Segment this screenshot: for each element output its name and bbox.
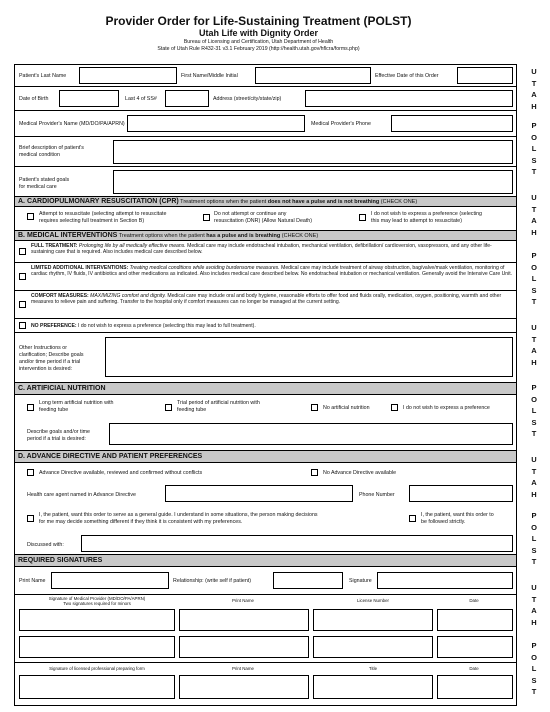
section-a-bold: does not have a pulse and is not breathing [267, 199, 380, 205]
agent-phone-label: Phone Number [359, 492, 395, 498]
section-d-header [15, 451, 516, 463]
comfort-label: COMFORT MEASURES: [31, 293, 89, 299]
limited-row [15, 263, 516, 291]
provider-print-name-field-2[interactable] [179, 636, 309, 658]
section-d-body [15, 463, 516, 555]
nutrition-goals-label-1: Describe goals and/or time [27, 429, 91, 435]
section-c-header [15, 383, 516, 395]
address-field[interactable] [305, 90, 513, 107]
goals-field[interactable] [113, 170, 513, 194]
section-a-desc: Treatment options when the patient [178, 199, 268, 205]
cpr-no-pref-label-2: this may lead to attempt to resuscitate) [371, 218, 462, 224]
section-a-options [15, 207, 516, 231]
strict-label-1: I, the patient, want this order to [421, 512, 494, 518]
section-b-header [15, 231, 516, 241]
side-polst-1: P O L S T [531, 121, 537, 176]
no-preference-row [15, 319, 516, 333]
licensed-signature-header: Signature of licensed professional preparing form [49, 666, 145, 671]
relationship-field[interactable] [273, 572, 343, 589]
other-label-4: intervention is desired: [19, 366, 72, 372]
licensed-date-field[interactable] [437, 675, 513, 699]
section-d-title: D. ADVANCE DIRECTIVE AND PATIENT PREFERENCES [18, 453, 203, 460]
full-treatment-row [15, 241, 516, 263]
licensed-print-name-field[interactable] [179, 675, 309, 699]
side-polst-3: P O L S T [531, 383, 537, 438]
first-name-field[interactable] [255, 67, 371, 84]
form-subtitle: Utah Life with Dignity Order [198, 28, 318, 38]
general-guide-label-1: I, the patient, want this order to serve as a general guide. I understand in some situations, the person making decisions [39, 512, 318, 518]
other-instructions-row [15, 333, 516, 383]
provider-signature-field-1[interactable] [19, 609, 175, 631]
licensed-professional-block [15, 663, 516, 705]
comfort-desc: Medical care may include oral and body hygiene, reasonable efforts to offer food and fluids orally, medication, oxygen, positioning, warmth and other measures to relieve pain and suffering. Transfer to the hospital only if comfort measures can no longer be managed at the current setting. [31, 293, 502, 306]
side-polst-4: P O L S T [531, 511, 537, 566]
provider-print-name-field-1[interactable] [179, 609, 309, 631]
effective-date-field[interactable] [457, 67, 513, 84]
condition-field[interactable] [113, 140, 513, 164]
other-instructions-field[interactable] [105, 337, 513, 377]
provider-phone-field[interactable] [391, 115, 513, 132]
rule-line: State of Utah Rule R432-31 v3.1 February 2019 (http://health.utah.gov/hflcra/forms.php) [157, 46, 360, 52]
cpr-no-preference-checkbox[interactable] [359, 214, 366, 221]
condition-label-1: Brief description of patient's [19, 145, 84, 151]
licensed-print-name-header: Print Name [232, 666, 254, 671]
side-label-column [518, 64, 550, 706]
strict-label-2: be followed strictly. [421, 519, 466, 525]
full-treatment-italic: Prolonging life by all medically effective means. [77, 243, 186, 249]
section-c-body [15, 395, 516, 451]
followed-strictly-checkbox[interactable] [409, 515, 416, 522]
comfort-row [15, 291, 516, 319]
no-preference-checkbox[interactable] [19, 322, 26, 329]
provider-license-header: License Number [357, 598, 389, 603]
side-utah-5: U T A H [531, 583, 537, 627]
general-guide-label-2: for me may decide something different if they think it is consistent with my preferences. [39, 519, 243, 525]
cpr-attempt-checkbox[interactable] [27, 213, 34, 220]
provider-print-name-header: Print Name [232, 598, 254, 603]
no-nutrition-checkbox[interactable] [311, 404, 318, 411]
agent-phone-field[interactable] [409, 485, 513, 502]
provider-signature-block [15, 595, 516, 663]
bureau-line: Bureau of Licensing and Certification, Utah Department of Health [183, 39, 334, 45]
provider-signature-field-2[interactable] [19, 636, 175, 658]
provider-date-field-1[interactable] [437, 609, 513, 631]
patient-row-1 [15, 65, 516, 87]
last-name-field[interactable] [79, 67, 177, 84]
condition-row [15, 137, 516, 167]
cpr-dnr-label-1: Do not attempt or continue any [214, 211, 287, 217]
provider-license-field-1[interactable] [313, 609, 433, 631]
ssn-field[interactable] [165, 90, 209, 107]
provider-row [15, 111, 516, 137]
limited-desc: Medical care may include treatment of airway obstruction, bag/valve/mask ventilation, monitoring of cardiac rhythm, IV fluids, IV antibiotics and other medications as indicated. Also includes medical care described below. No endotracheal intubation or mechanical ventilation. Generally avoid the Intensive Care Unit. [31, 265, 513, 278]
relationship-label: Relationship: (write self if patient) [173, 578, 252, 584]
last-name-label: Patient's Last Name [19, 73, 67, 79]
agent-label: Health care agent named in Advance Directive [27, 492, 136, 498]
full-treatment-desc: Medical care may include endotracheal intubation, mechanical ventilation, defibrillation/ cardioversion, vasopressors, and any other life-sustaining care that is required. Also includes medical care described below. [31, 243, 492, 256]
long-term-label-2: feeding tube [39, 407, 69, 413]
provider-date-field-2[interactable] [437, 636, 513, 658]
other-label-1: Other Instructions or [19, 345, 67, 351]
form-header [0, 14, 517, 53]
side-polst-2: P O L S T [531, 251, 537, 306]
section-b-bold: has a pulse and is breathing [206, 233, 281, 239]
section-b-title: B. MEDICAL INTERVENTIONS [18, 232, 118, 239]
no-nutrition-label: No artificial nutrition [323, 405, 370, 411]
print-name-field[interactable] [51, 572, 169, 589]
provider-name-label: Medical Provider's Name (MD/DO/PA/APRN) [19, 121, 125, 127]
patient-row-2 [15, 87, 516, 111]
patient-signature-row [15, 567, 516, 595]
nutrition-no-preference-checkbox[interactable] [391, 404, 398, 411]
effective-date-label: Effective Date of this Order [375, 73, 439, 79]
section-b-desc: Treatment options when the patient [117, 233, 207, 239]
address-label: Address (street/city/state/zip) [213, 96, 282, 102]
trial-label-1: Trial period of artificial nutrition with [177, 400, 260, 406]
full-treatment-label: FULL TREATMENT: [31, 243, 78, 249]
comfort-measures-checkbox[interactable] [19, 301, 26, 308]
trial-nutrition-checkbox[interactable] [165, 404, 172, 411]
no-preference-desc: I do not wish to express a preference (selecting this may lead to full treatment). [76, 323, 256, 329]
comfort-italic: MAXIMIZING comfort and dignity. [88, 293, 166, 299]
side-polst-5: P O L S T [531, 641, 537, 696]
section-a-header [15, 197, 516, 207]
advance-directive-checkbox[interactable] [27, 469, 34, 476]
form-body [14, 64, 517, 706]
licensed-date-header: Date [469, 666, 479, 671]
dob-field[interactable] [59, 90, 119, 107]
limited-interventions-checkbox[interactable] [19, 273, 26, 280]
side-utah-4: U T A H [531, 455, 537, 499]
limited-italic: Treating medical conditions while avoiding burdensome measures. [128, 265, 280, 271]
provider-signature-label-1: Signature of Medical Provider (MD/DO/PA/APRN) [48, 596, 146, 601]
discussed-with-label: Discussed with: [27, 542, 64, 548]
nutrition-goals-field[interactable] [109, 423, 513, 445]
long-term-nutrition-checkbox[interactable] [27, 404, 34, 411]
section-b-tail: (CHECK ONE) [280, 233, 319, 239]
condition-label-2: medical condition [19, 152, 60, 158]
limited-text [31, 265, 513, 277]
no-preference-label: NO PREFERENCE: [31, 323, 77, 329]
cpr-attempt-label-1: Attempt to resuscitate (selecting attempt to resuscitate [39, 211, 167, 217]
trial-label-2: feeding tube [177, 407, 207, 413]
signatures-header [15, 555, 516, 567]
long-term-label-1: Long term artificial nutrition with [39, 400, 114, 406]
side-utah-2: U T A H [531, 193, 537, 237]
first-name-label: First Name/Middle Initial [181, 73, 238, 79]
goals-label-1: Patient's stated goals [19, 177, 70, 183]
comfort-text [31, 293, 513, 305]
cpr-no-pref-label-1: I do not wish to express a preference (selecting [371, 211, 482, 217]
full-treatment-checkbox[interactable] [19, 248, 26, 255]
goals-row [15, 167, 516, 197]
signature-label: Signature [349, 578, 372, 584]
full-treatment-text [31, 243, 513, 255]
provider-name-field[interactable] [127, 115, 305, 132]
provider-license-field-2[interactable] [313, 636, 433, 658]
cpr-dnr-checkbox[interactable] [203, 214, 210, 221]
section-c-title: C. ARTIFICIAL NUTRITION [18, 385, 106, 392]
dob-label: Date of Birth [19, 96, 49, 102]
side-utah-3: U T A H [531, 323, 537, 367]
section-a-title: A. CARDIOPULMONARY RESUSCITATION (CPR) [18, 198, 179, 205]
nutrition-goals-label-2: period if a trial is desired: [27, 436, 86, 442]
provider-signature-label-2: Two signatures required for minors [63, 601, 131, 606]
section-a-tail: (CHECK ONE) [379, 199, 418, 205]
licensed-title-header: Title [368, 666, 378, 671]
no-advance-directive-checkbox[interactable] [311, 469, 318, 476]
provider-date-header: Date [469, 598, 479, 603]
print-name-label: Print Name [19, 578, 46, 584]
other-label-3: and/or time period if a trial [19, 359, 81, 365]
agent-field[interactable] [165, 485, 353, 502]
no-preference-text [31, 323, 513, 329]
general-guide-checkbox[interactable] [27, 515, 34, 522]
limited-label: LIMITED ADDITIONAL INTERVENTIONS: [31, 265, 129, 271]
signature-field[interactable] [377, 572, 513, 589]
licensed-title-field[interactable] [313, 675, 433, 699]
advance-directive-label: Advance Directive available, reviewed and confirmed without conflicts [39, 470, 203, 476]
goals-label-2: for medical care [19, 184, 57, 190]
no-advance-directive-label: No Advance Directive available [323, 470, 397, 476]
form-title: Provider Order for Life-Sustaining Treatment (POLST) [105, 14, 412, 28]
signatures-title: REQUIRED SIGNATURES [18, 557, 103, 564]
provider-phone-label: Medical Provider's Phone [311, 121, 371, 127]
licensed-signature-field[interactable] [19, 675, 175, 699]
cpr-dnr-label-2: resuscitation (DNR) (Allow Natural Death) [214, 218, 313, 224]
other-label-2: clarification; Describe goals [19, 352, 84, 358]
discussed-with-field[interactable] [81, 535, 513, 552]
side-utah-1: U T A H [531, 67, 537, 111]
ssn-label: Last 4 of SS# [125, 96, 157, 102]
nutrition-no-pref-label: I do not wish to express a preference [403, 405, 490, 411]
cpr-attempt-label-2: requires selecting full treatment in Section B) [39, 218, 145, 224]
